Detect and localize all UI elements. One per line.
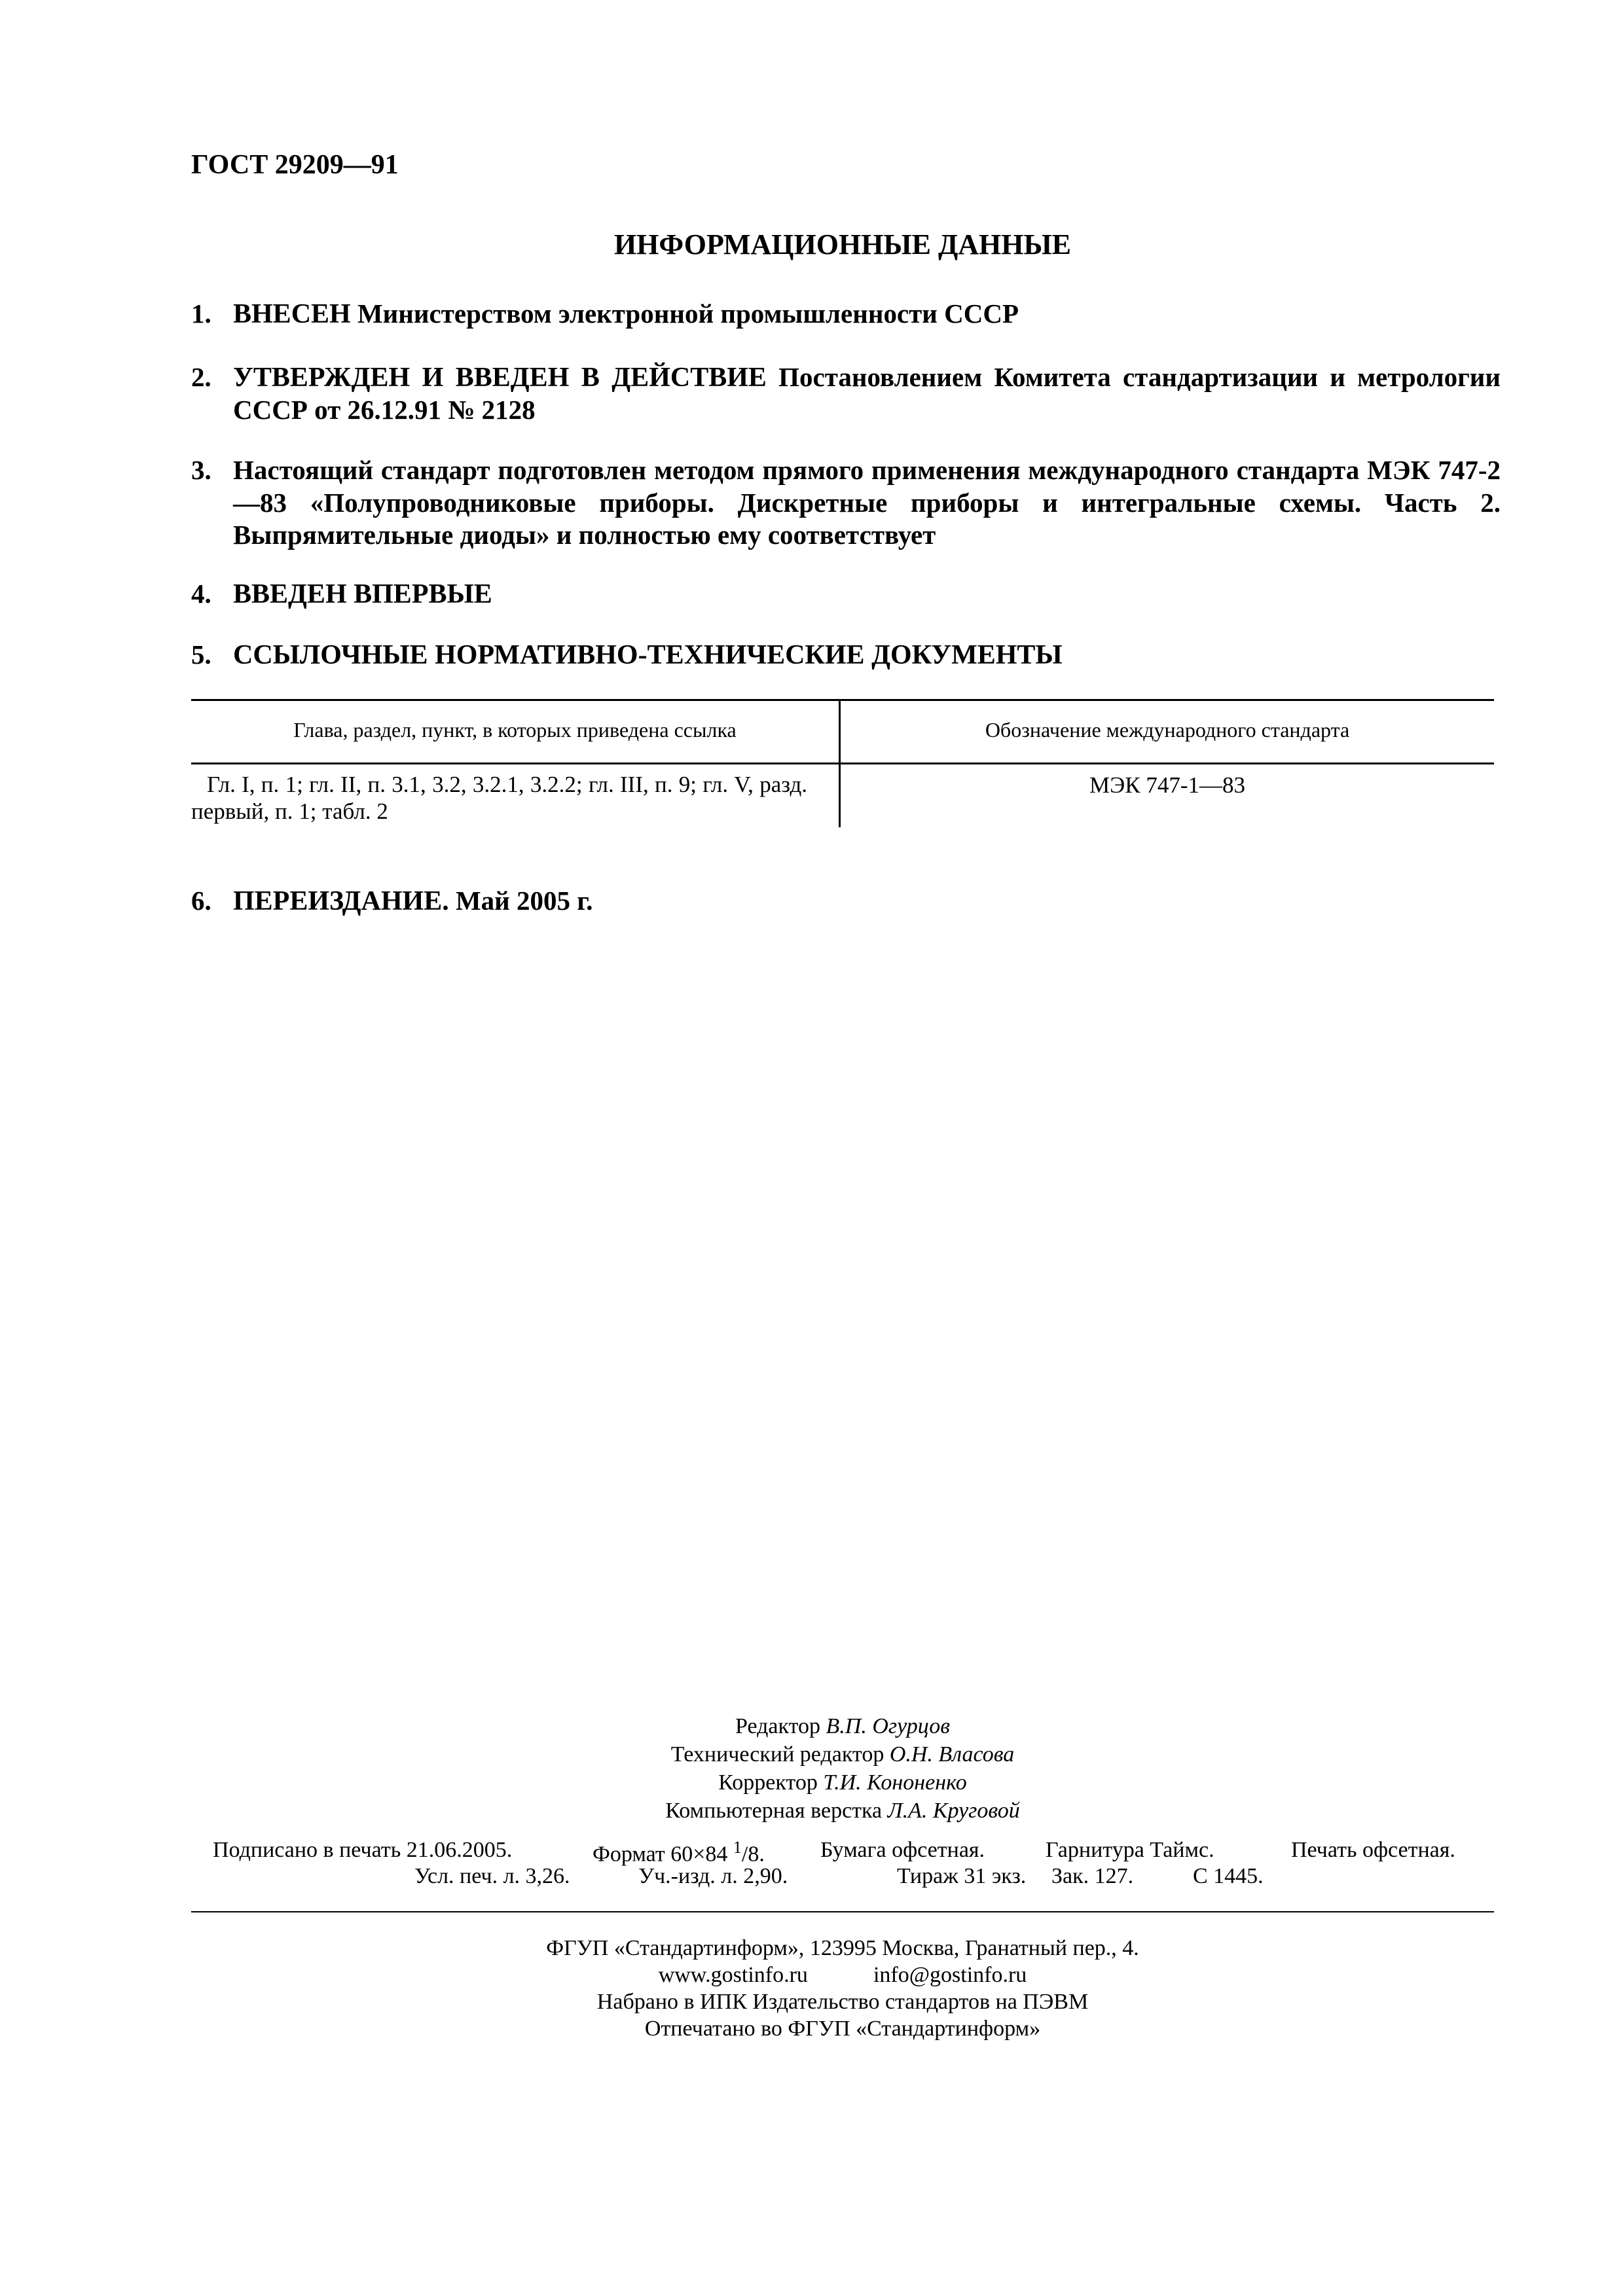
credit-name: О.Н. Власова (889, 1742, 1015, 1767)
website-link[interactable]: www.gostinfo.ru (658, 1963, 808, 1987)
print-code: С 1445. (1193, 1864, 1264, 1888)
item-number: 3. (191, 455, 211, 485)
typeset-line: Набрано в ИПК Издательство стандартов на ПЭВМ (596, 1990, 1089, 2014)
item-lead: УТВЕРЖДЕН И ВВЕДЕН В ДЕЙСТВИЕ (233, 363, 767, 393)
item-text: Май 2005 г. (448, 886, 593, 916)
credit-name: В.П. Огурцов (826, 1714, 950, 1738)
divider (191, 1911, 1494, 1912)
info-item-5 (191, 639, 1501, 672)
item-text: Постановлением Комитета стандартизации и метрологии СССР от 26.12.91 № 2128 (233, 362, 1501, 425)
item-text: Настоящий стандарт подготовлен методом прямого применения международного стандарта МЭК 747-2—83 «Полупроводниковые приборы. Дискретные приборы и интегральные схемы. Часть 2. Выпрямительные диоды» и полностью ему соответствует (233, 455, 1501, 550)
credit-line: Компьютерная верстка Л.А. Круговой (665, 1799, 1020, 1823)
document-id: ГОСТ 29209—91 (191, 150, 399, 180)
email-link[interactable]: info@gostinfo.ru (873, 1963, 1027, 1987)
credit-line: Технический редактор О.Н. Власова (670, 1742, 1015, 1767)
credit-name: Т.И. Кононенко (823, 1770, 967, 1795)
publisher-line: ФГУП «Стандартинформ», 123995 Москва, Гранатный пер., 4. (546, 1936, 1139, 1960)
item-number: 5. (191, 639, 211, 670)
item-text: Министерством электронной промышленности СССР (350, 298, 1019, 329)
printed-line: Отпечатано во ФГУП «Стандартинформ» (644, 2017, 1041, 2041)
info-item-6 (191, 885, 1501, 918)
credit-name: Л.А. Круговой (887, 1799, 1020, 1823)
print-order: Зак. 127. (1051, 1864, 1134, 1888)
table-row (191, 764, 1494, 827)
reference-table (191, 699, 1494, 827)
imprint-footer (0, 1935, 1623, 2042)
item-number: 4. (191, 579, 211, 609)
info-item-1 (191, 298, 1501, 331)
table-header-cell: Глава, раздел, пункт, в которых приведена ссылка (191, 701, 841, 762)
print-font: Гарнитура Таймс. (1046, 1838, 1214, 1862)
table-cell: МЭК 747-1—83 (1089, 772, 1245, 798)
print-signed: Подписано в печать 21.06.2005. (213, 1838, 513, 1862)
print-sheets: Усл. печ. л. 3,26. (414, 1864, 570, 1888)
contact-line (0, 1962, 1623, 1988)
credit-line: Корректор Т.И. Кононенко (718, 1770, 967, 1795)
item-lead: ВВЕДЕН ВПЕРВЫЕ (233, 579, 492, 609)
print-paper: Бумага офсетная. (820, 1838, 985, 1862)
print-copies: Тираж 31 экз. (897, 1864, 1027, 1888)
item-lead: ПЕРЕИЗДАНИЕ. (233, 886, 449, 916)
info-item-2 (191, 361, 1501, 426)
item-number: 6. (191, 886, 211, 916)
table-cell: Гл. I, п. 1; гл. II, п. 3.1, 3.2, 3.2.1, 3.2.2; гл. III, п. 9; гл. V, разд. первый, п. 1; табл. 2 (191, 764, 841, 827)
table-header-row (191, 701, 1494, 764)
item-number: 1. (191, 298, 211, 329)
page-title: ИНФОРМАЦИОННЫЕ ДАННЫЕ (613, 228, 1072, 260)
credits-block (0, 1712, 1623, 1825)
item-number: 2. (191, 362, 211, 392)
print-pub-sheets: Уч.-изд. л. 2,90. (638, 1864, 788, 1888)
print-format: Формат 60×84 $^1$/8. (593, 1838, 765, 1867)
credit-line: Редактор В.П. Огурцов (735, 1714, 950, 1738)
info-item-4 (191, 578, 1501, 611)
item-lead: ВНЕСЕН (233, 299, 351, 329)
info-item-3 (191, 454, 1501, 551)
table-header-cell: Обозначение международного стандарта (985, 718, 1350, 742)
print-type: Печать офсетная. (1291, 1838, 1455, 1862)
item-lead: ССЫЛОЧНЫЕ НОРМАТИВНО-ТЕХНИЧЕСКИЕ ДОКУМЕНТЫ (233, 640, 1063, 670)
